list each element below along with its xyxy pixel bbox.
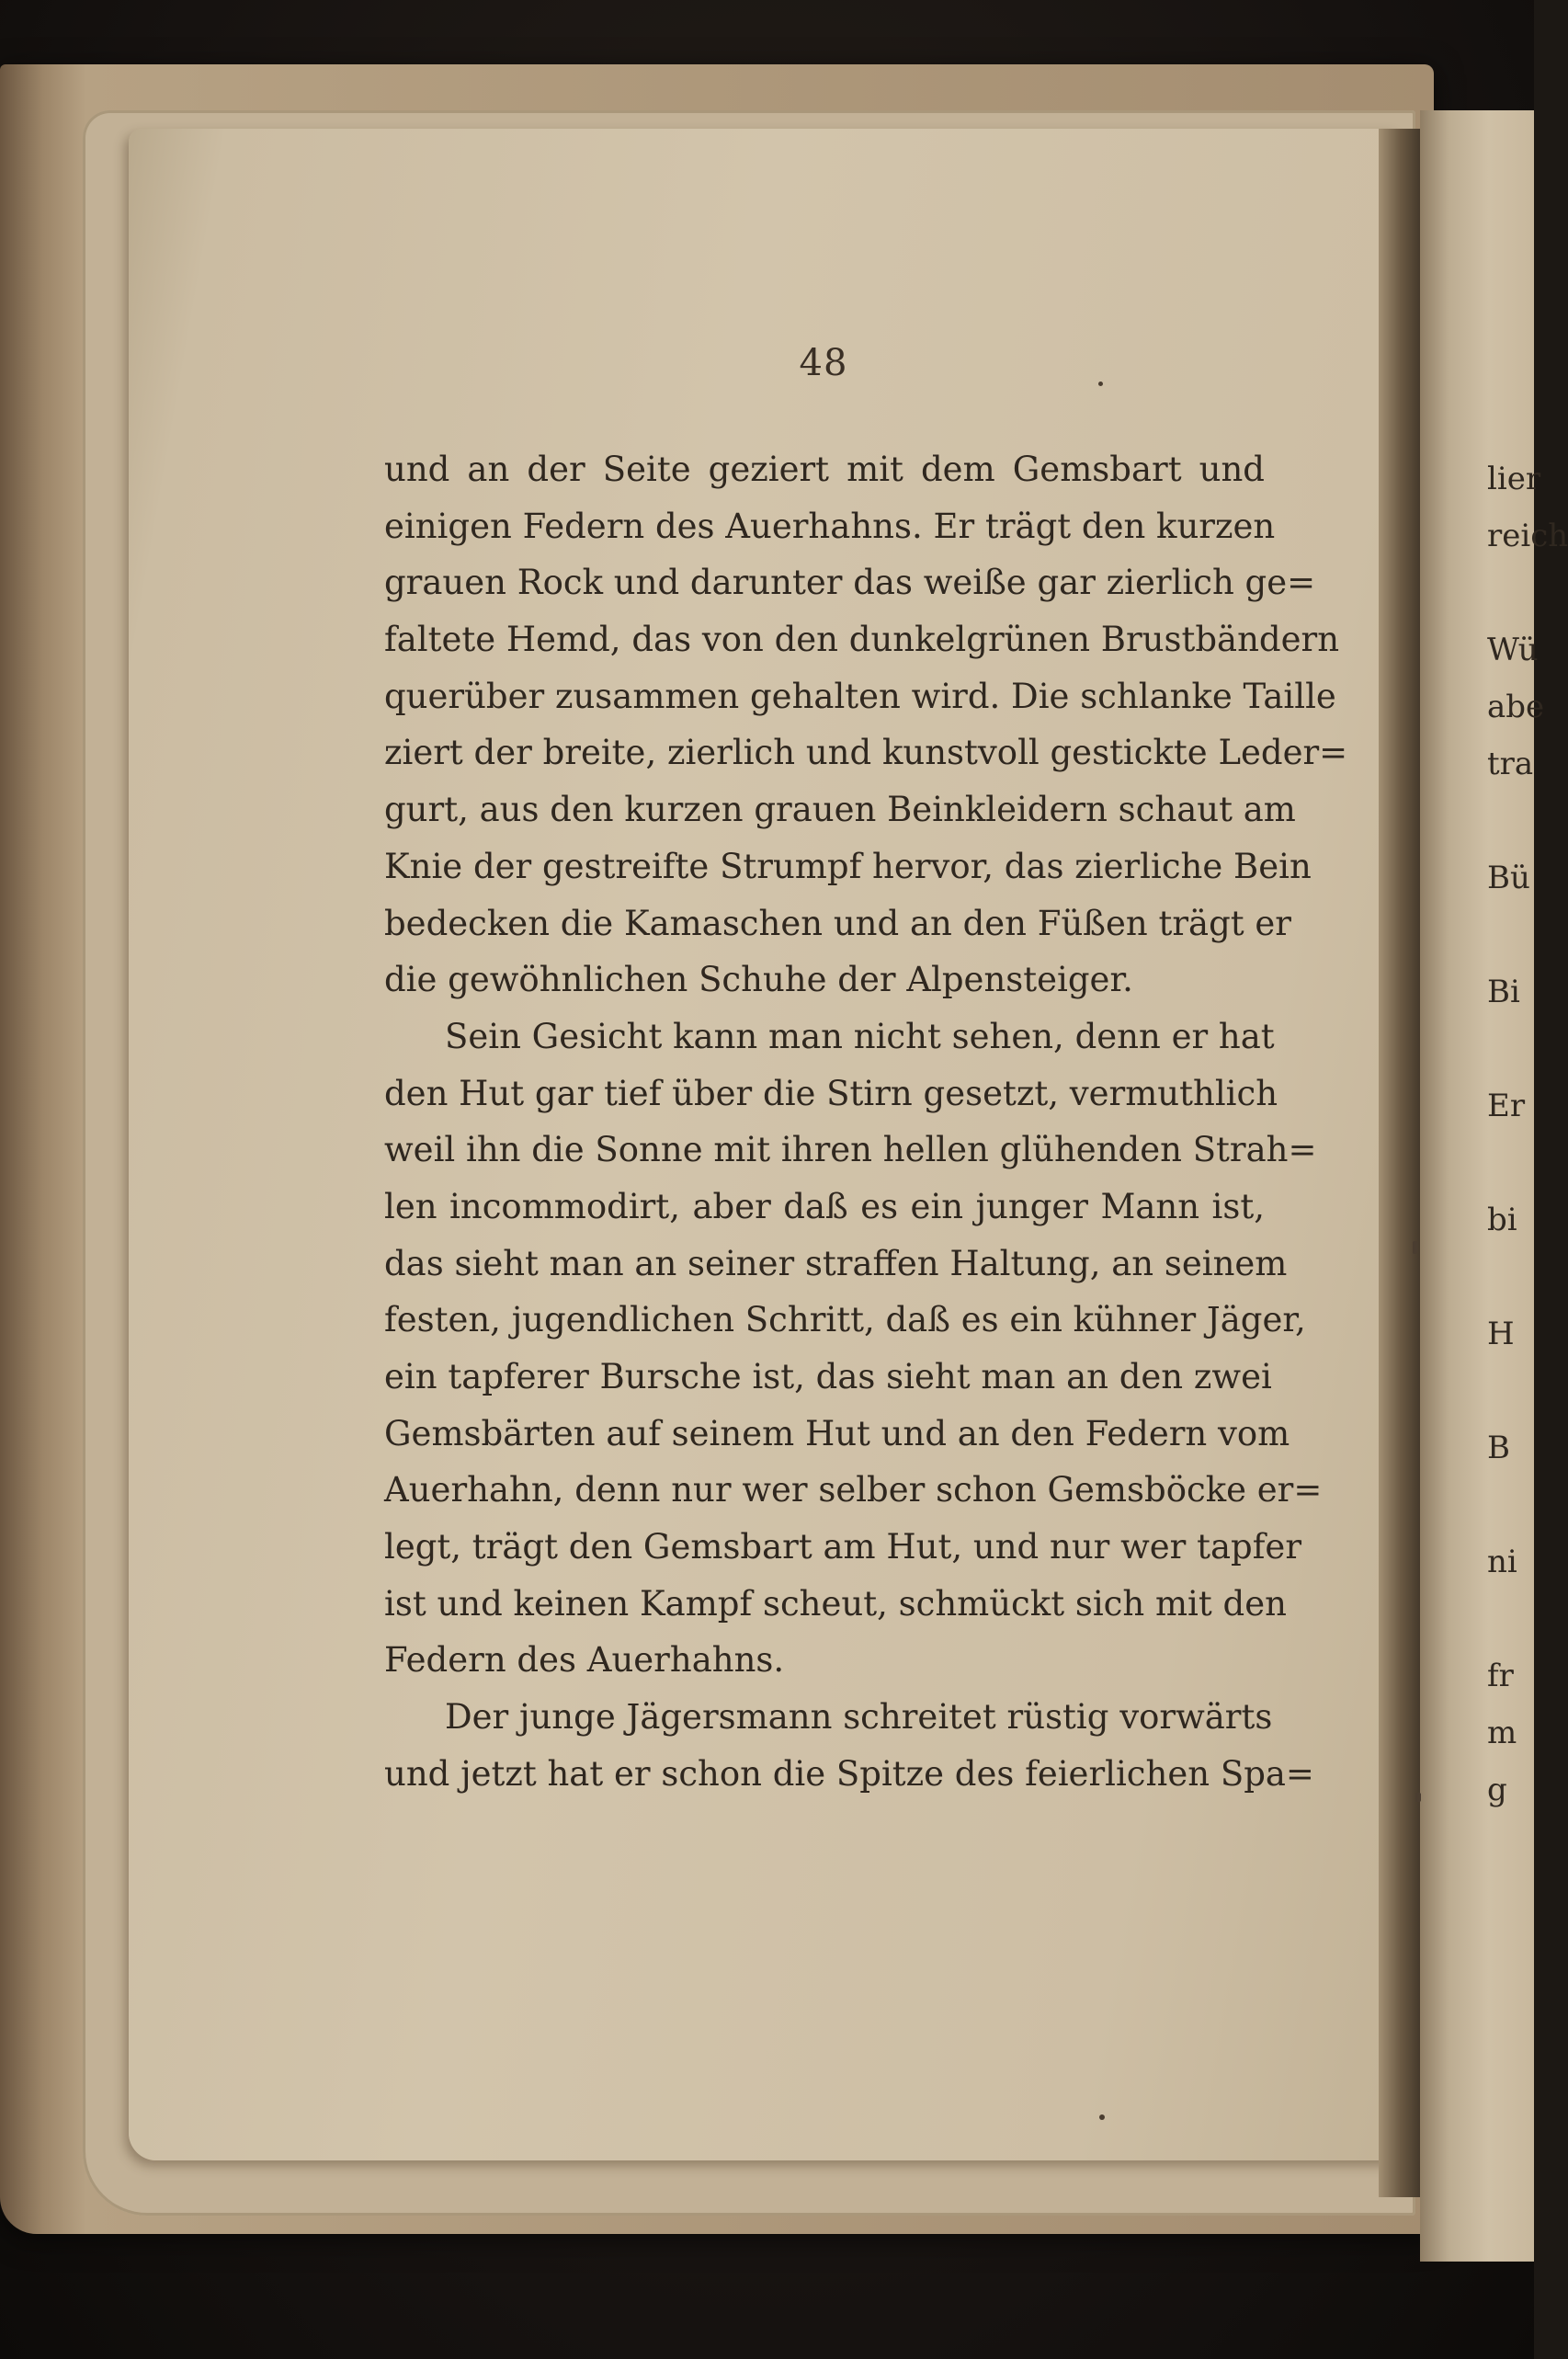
facing-page-fragment	[1487, 564, 1534, 621]
facing-page-fragment: H	[1487, 1316, 1515, 1352]
page-number: 48	[799, 342, 848, 384]
facing-page-fragment: m	[1487, 1715, 1517, 1751]
facing-page-fragment	[1487, 1362, 1534, 1419]
facing-page-fragment: Bü	[1487, 860, 1530, 896]
paper-speck	[1098, 382, 1103, 386]
text-line: ziert der breite, zierlich und kunstvoll gestickte Leder=	[384, 733, 1348, 773]
body-text	[384, 441, 1348, 1803]
facing-page-fragment	[1487, 1020, 1534, 1077]
text-line: die gewöhnlichen Schuhe der Alpensteiger.	[384, 960, 1133, 1000]
text-line: festen, jugendlichen Schritt, daß es ein kühner Jäger,	[384, 1300, 1306, 1340]
text-line: ist und keinen Kampf scheut, schmückt sich mit den	[384, 1583, 1287, 1624]
text-line: len incommodirt, aber daß es ein junger Mann ist,	[384, 1186, 1265, 1226]
text-line: querüber zusammen gehalten wird. Die schlanke Taille	[384, 676, 1336, 716]
facing-page-fragment	[1487, 1476, 1534, 1533]
facing-page-fragment: tra	[1487, 746, 1534, 782]
facing-page-fragment: Wü	[1487, 632, 1539, 668]
text-line: Auerhahn, denn nur wer selber schon Gemsböcke er=	[384, 1470, 1323, 1510]
text-line: gurt, aus den kurzen grauen Beinkleidern schaut am	[384, 790, 1296, 830]
facing-page-fragment: lier	[1487, 461, 1541, 497]
text-line: Knie der gestreifte Strumpf hervor, das zierliche Bein	[384, 846, 1312, 886]
facing-page-fragment: bi	[1487, 1202, 1517, 1238]
facing-page-fragment: g	[1487, 1772, 1507, 1808]
facing-page-fragment: fr	[1487, 1658, 1514, 1694]
text-line: grauen Rock und darunter das weiße gar zierlich ge=	[384, 563, 1316, 603]
text-line: das sieht man an seiner straffen Haltung, an seinem	[384, 1243, 1288, 1283]
paper-speck	[1413, 1241, 1417, 1254]
text-line: legt, trägt den Gemsbart am Hut, und nur wer tapfer	[384, 1527, 1302, 1567]
text-line: ein tapferer Bursche ist, das sieht man an den zwei	[384, 1357, 1272, 1396]
paper-speck	[1099, 2114, 1105, 2120]
facing-page-fragment	[1487, 1248, 1534, 1305]
facing-page-fragment: B	[1487, 1430, 1510, 1466]
text-line: einigen Federn des Auerhahns. Er trägt den kurzen	[384, 506, 1276, 546]
facing-page-fragment	[1487, 1134, 1534, 1191]
text-line: Der junge Jägersmann schreitet rüstig vorwärts	[445, 1697, 1273, 1738]
text-line: Gemsbärten auf seinem Hut und an den Federn vom	[384, 1413, 1290, 1453]
paper-speck	[1415, 1793, 1421, 1802]
text-line: bedecken die Kamaschen und an den Füßen trägt er	[384, 903, 1291, 943]
facing-page-fragment	[1487, 1590, 1534, 1647]
text-line: Sein Gesicht kann man nicht sehen, denn er hat	[445, 1016, 1275, 1056]
text-line: den Hut gar tief über die Stirn gesetzt, vermuthlich	[384, 1073, 1278, 1113]
facing-page-fragment: Bi	[1487, 974, 1520, 1010]
text-line: faltete Hemd, das von den dunkelgrünen Brustbändern	[384, 620, 1340, 660]
facing-page-fragment: reich	[1487, 518, 1568, 554]
facing-page-fragment: Er	[1487, 1088, 1526, 1124]
facing-page-fragment: ni	[1487, 1544, 1517, 1580]
text-line: Federn des Auerhahns.	[384, 1640, 785, 1681]
facing-page-fragment: abe	[1487, 689, 1545, 725]
facing-page-text	[1487, 450, 1568, 1818]
facing-page-fragment	[1487, 792, 1534, 849]
facing-page-fragment	[1487, 906, 1534, 963]
text-line: und jetzt hat er schon die Spitze des feierlichen Spa=	[384, 1753, 1314, 1794]
text-line: weil ihn die Sonne mit ihren hellen glühenden Strah=	[384, 1130, 1317, 1170]
text-line: und an der Seite geziert mit dem Gemsbart und	[384, 450, 1265, 489]
